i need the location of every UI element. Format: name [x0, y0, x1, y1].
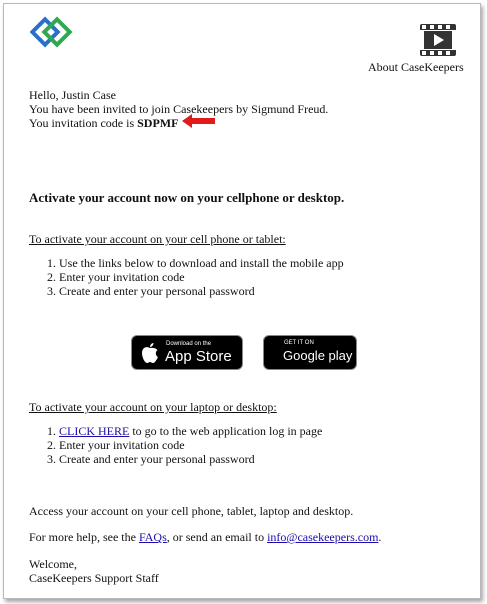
help-prefix: For more help, see the [29, 530, 139, 544]
help-line [29, 530, 381, 544]
apple-icon [141, 342, 159, 364]
desktop-heading: To activate your account on your laptop or desktop: [29, 400, 277, 414]
film-play-icon[interactable] [418, 22, 458, 58]
list-item [47, 424, 322, 438]
activate-heading: Activate your account now on your cellphone or desktop. [29, 190, 345, 205]
help-end: . [378, 530, 382, 544]
greeting-hello: Hello, Justin Case [29, 88, 116, 102]
desktop-steps [47, 424, 322, 466]
list-item: 2. Enter your invitation code [47, 438, 185, 452]
mobile-heading: To activate your account on your cell phone or tablet: [29, 232, 286, 246]
list-item: 2. Enter your invitation code [47, 270, 185, 284]
email-frame [3, 3, 481, 599]
red-arrow-icon [182, 113, 216, 129]
casekeepers-logo-icon[interactable] [30, 16, 74, 52]
app-store-small-label: Download on the [166, 341, 212, 347]
mobile-steps [47, 256, 344, 298]
invitation-code-prefix: You invitation code is [29, 116, 138, 130]
welcome-text: Welcome, [29, 557, 78, 571]
faq-link[interactable]: FAQs [138, 530, 167, 544]
app-store-label: App Store [165, 348, 232, 365]
list-item: 1. Use the links below to download and install the mobile app [47, 256, 344, 270]
invitation-code: SDPMF [137, 116, 179, 130]
step-text: to go to the web application log in page [129, 424, 323, 438]
click-here-link[interactable]: CLICK HERE [59, 424, 130, 438]
about-casekeepers-link[interactable]: About CaseKeepers [368, 60, 464, 74]
invitation-code-line [29, 116, 178, 130]
email-link[interactable]: info@casekeepers.com [267, 530, 379, 544]
help-mid: , or send an email to [166, 530, 268, 544]
list-item: 3. Create and enter your personal password [47, 284, 255, 298]
invited-text: You have been invited to join Casekeepers by Sigmund Freud. [29, 102, 329, 116]
step-number: 1. [47, 424, 59, 438]
access-text: Access your account on your cell phone, tablet, laptop and desktop. [29, 504, 354, 518]
signature-text: CaseKeepers Support Staff [29, 571, 159, 585]
google-play-label: Google play [283, 348, 353, 363]
google-play-button[interactable] [263, 335, 357, 370]
google-play-small-label: GET IT ON [284, 340, 314, 346]
list-item: 3. Create and enter your personal password [47, 452, 255, 466]
app-store-button[interactable] [131, 335, 243, 370]
